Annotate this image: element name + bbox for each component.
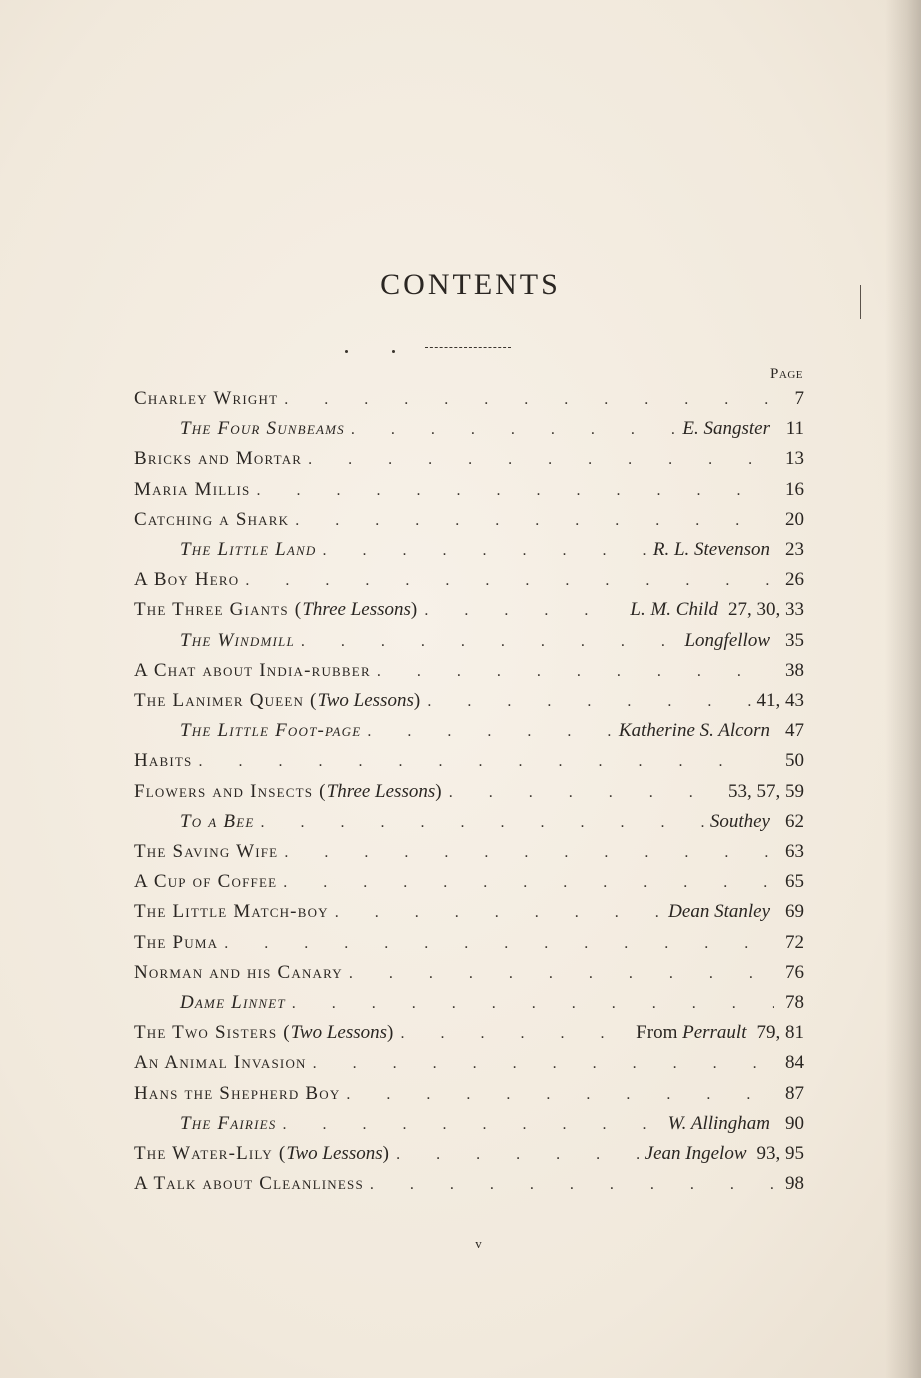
entry-title: The Three Giants (Three Lessons) [134, 599, 419, 620]
toc-entry [134, 720, 804, 746]
dot-leader [292, 995, 774, 1013]
toc-entry [134, 750, 804, 776]
entry-title: A Boy Hero [134, 569, 240, 590]
entry-title: Bricks and Mortar [134, 448, 303, 469]
entry-page-number: 62 [785, 811, 804, 832]
entry-title: Charley Wright [134, 388, 279, 409]
toc-entry [134, 660, 804, 686]
entry-page-number: 72 [785, 932, 804, 953]
entry-page-number: 50 [785, 750, 804, 771]
toc-entry [134, 1143, 804, 1169]
entry-title: Norman and his Canary [134, 962, 343, 983]
entry-page-number: 7 [794, 388, 804, 409]
page-folio: v [475, 1236, 482, 1251]
entry-page-number: 78 [785, 992, 804, 1013]
page-title: CONTENTS [380, 268, 561, 301]
entry-title: The Little Match-boy [134, 901, 329, 922]
entry-author: Southey [709, 811, 770, 832]
toc-entry [134, 388, 804, 414]
entry-page-number: 76 [785, 962, 804, 983]
dot-leader [284, 844, 774, 862]
entry-title: An Animal Invasion [134, 1052, 307, 1073]
entry-page-number: 16 [785, 479, 804, 500]
entry-author: Longfellow [684, 630, 770, 651]
toc-entry [134, 690, 804, 716]
entry-page-number: 65 [785, 871, 804, 892]
dot-leader [224, 935, 774, 953]
dot-leader [351, 421, 677, 439]
entry-page-number: 87 [785, 1083, 804, 1104]
entry-title: A Cup of Coffee [134, 871, 278, 892]
toc-entry [134, 630, 804, 656]
entry-author: L. M. Child [630, 599, 718, 620]
entry-author: Dean Stanley [668, 901, 770, 922]
entry-page-number: 41, 43 [756, 690, 804, 711]
dot-leader [313, 1055, 774, 1073]
ornament-dot [392, 350, 395, 353]
dot-leader [323, 542, 647, 560]
toc-entry [134, 1022, 804, 1048]
dot-leader [245, 572, 774, 590]
toc-entry [134, 448, 804, 474]
entry-title: The Puma [134, 932, 219, 953]
entry-title: The Little Foot-page [180, 720, 362, 741]
toc-entry [134, 781, 804, 807]
toc-entry [134, 1083, 804, 1109]
entry-page-number: 84 [785, 1052, 804, 1073]
entry-author: Jean Ingelow [644, 1143, 747, 1164]
entry-title: Hans the Shepherd Boy [134, 1083, 341, 1104]
entry-author: W. Allingham [667, 1113, 770, 1134]
toc-entry [134, 539, 804, 565]
dot-leader [308, 451, 774, 469]
title-rule [425, 347, 511, 349]
entry-title: The Fairies [180, 1113, 277, 1134]
entry-title: The Little Land [180, 539, 317, 560]
entry-author: Katherine S. Alcorn [618, 720, 770, 741]
entry-title: Maria Millis [134, 479, 251, 500]
dot-leader [257, 482, 775, 500]
toc-entry [134, 1052, 804, 1078]
entry-title: A Chat about India-rubber [134, 660, 371, 681]
entry-title: The Lanimer Queen (Two Lessons) [134, 690, 422, 711]
entry-author: R. L. Stevenson [652, 539, 770, 560]
dot-leader [396, 1146, 639, 1164]
entry-page-number: 20 [785, 509, 804, 530]
dot-leader [282, 1116, 661, 1134]
dot-leader [370, 1176, 774, 1194]
entry-page-number: 35 [785, 630, 804, 651]
entry-author: E. Sangster [682, 418, 770, 439]
dot-leader [367, 723, 612, 741]
entry-page-number: 47 [785, 720, 804, 741]
page-column-label: Page [770, 366, 803, 382]
entry-page-number: 11 [785, 418, 804, 439]
entry-title: Flowers and Insects (Three Lessons) [134, 781, 443, 802]
dot-leader [295, 512, 774, 530]
entry-page-number: 69 [785, 901, 804, 922]
entry-title: The Four Sunbeams [180, 418, 345, 439]
toc-entry [134, 962, 804, 988]
entry-page-number: 53, 57, 59 [728, 781, 804, 802]
toc-entry [134, 1173, 804, 1199]
entry-page-number: 13 [785, 448, 804, 469]
entry-page-number: 63 [785, 841, 804, 862]
entry-page-number: 26 [785, 569, 804, 590]
entry-title: Catching a Shark [134, 509, 290, 530]
entry-page-number: 27, 30, 33 [728, 599, 804, 620]
toc-entry [134, 841, 804, 867]
dot-leader [346, 1086, 774, 1104]
entry-page-number: 38 [785, 660, 804, 681]
toc-entry [134, 569, 804, 595]
dot-leader [284, 391, 774, 409]
entry-title: Dame Linnet [180, 992, 286, 1013]
toc-entry [134, 418, 804, 444]
toc-entry [134, 509, 804, 535]
ornament-dot [345, 350, 348, 353]
entry-title: The Windmill [180, 630, 295, 651]
entry-title: Habits [134, 750, 193, 771]
page-edge-shadow [885, 0, 921, 1378]
toc-entry [134, 1113, 804, 1139]
entry-page-number: 93, 95 [756, 1143, 804, 1164]
dot-leader [427, 693, 750, 711]
dot-leader [335, 904, 662, 922]
margin-mark [860, 285, 861, 319]
entry-page-number: 79, 81 [756, 1022, 804, 1043]
toc-entry [134, 811, 804, 837]
dot-leader [401, 1025, 631, 1043]
dot-leader [377, 663, 774, 681]
entry-title: A Talk about Cleanliness [134, 1173, 364, 1194]
dot-leader [349, 965, 774, 983]
entry-title: The Two Sisters (Two Lessons) [134, 1022, 395, 1043]
toc-entry [134, 992, 804, 1018]
toc-entry [134, 901, 804, 927]
entry-title: The Saving Wife [134, 841, 279, 862]
entry-page-number: 90 [785, 1113, 804, 1134]
entry-page-number: 23 [785, 539, 804, 560]
dot-leader [424, 602, 624, 620]
toc-entry [134, 599, 804, 625]
dot-leader [283, 874, 774, 892]
dot-leader [301, 633, 679, 651]
toc-entry [134, 932, 804, 958]
entry-title: To a Bee [180, 811, 255, 832]
dot-leader [198, 753, 774, 771]
dot-leader [449, 784, 722, 802]
entry-author: From Perrault [636, 1022, 747, 1043]
toc-entry [134, 871, 804, 897]
toc-entry [134, 479, 804, 505]
entry-title: The Water-Lily (Two Lessons) [134, 1143, 391, 1164]
dot-leader [260, 814, 703, 832]
entry-page-number: 98 [785, 1173, 804, 1194]
